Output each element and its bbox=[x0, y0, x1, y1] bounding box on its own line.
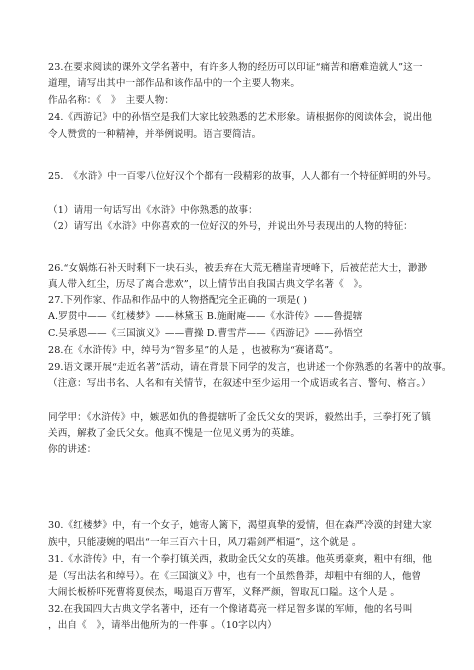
question-23-line-1: 23.在要求阅读的课外文学名著中，有许多人物的经历可以印证“痛苦和磨难造就人”这一 bbox=[48, 62, 423, 73]
question-24-line-1: 24.《西游记》中的孙悟空是我们大家比较熟悉的艺术形象。请根据你的阅读体会，说出他 bbox=[48, 112, 432, 123]
example-line-2: 关西，解救了金氏父女。他真不愧是一位见义勇为的英雄。 bbox=[48, 428, 301, 439]
question-26-line-1: 26.“女娲炼石补天时剩下一块石头，被丢弃在大荒无稽崖青埂峰下，后被茫茫大士，渺渺 bbox=[48, 263, 428, 274]
question-27-options-cd: C.吴承恩——《三国演义》——曹操 D.曹雪芹——《西游记》——孙悟空 bbox=[48, 328, 363, 339]
question-29-line-2: （注意：写出书名、人名和有关情节，在叙述中至少运用一个成语或名言、警句、格言。） bbox=[48, 378, 431, 389]
question-28-line: 28.在《水浒传》中，绰号为“智多星”的人是 ，也被称为“赛诸葛”。 bbox=[48, 345, 339, 356]
question-29-line-1: 29.语文课开展“走近名著”活动，请在背景下同学的发言，也讲述一个你熟悉的名著中的故事。 bbox=[48, 362, 452, 373]
question-27-line: 27.下列作家、作品和作品中的人物搭配完全正确的一项是( ) bbox=[48, 295, 308, 306]
your-narration-label: 你的讲述： bbox=[48, 444, 97, 455]
question-32-line-2: ，出自《 》，请举出他所为的一件事 。（10字以内） bbox=[48, 620, 277, 631]
example-line-1: 同学甲：《水浒传》中，嫉恶如仇的鲁提辖听了金氏父女的哭诉，毅然出手，三拳打死了镇 bbox=[48, 412, 431, 423]
question-32-line-1: 32.在我国四大古典文学名著中，还有一个像诸葛亮一样足智多谋的军师，他的名号叫 bbox=[48, 604, 413, 615]
question-25-line: 25. 《水浒》中一百零八位好汉个个都有一段精彩的故事，人人都有一个特征鲜明的外号。 bbox=[48, 171, 437, 182]
question-23-answer-line: 作品名称：《 》 主要人物： bbox=[48, 95, 175, 106]
question-31-line-3: 大闹长板桥吓死曹将夏侯杰，喝退百万曹军，义释严颜，智取瓦口隘。这个人是 。 bbox=[48, 587, 401, 598]
question-31-line-2: 是（写出法名和绰号）。在《三国演义》中，也有一个虽然鲁莽，却粗中有细的人，他曾 bbox=[48, 571, 422, 582]
question-31-line-1: 31.《水浒传》中，有一个拳打镇关西，救助金氏父女的英雄。他英勇豪爽，粗中有细，他 bbox=[48, 554, 432, 565]
question-26-line-2: 真人带入红尘，历尽了离合悲欢”，以上情节出自我国古典文学名著《 》。 bbox=[48, 279, 369, 290]
question-25-sub-1: （1）请用一句话写出《水浒》中你熟悉的故事： bbox=[48, 205, 258, 216]
question-23-line-2: 道理，请写出其中一部作品和该作品中的一个主要人物来。 bbox=[48, 78, 301, 89]
question-27-options-ab: A.罗贯中——《红楼梦》——林黛玉 B.施耐庵——《水浒传》——鲁提辖 bbox=[48, 311, 363, 322]
question-30-line-1: 30.《红楼梦》中，有一个女子，她寄人篱下，渴望真挚的爱情，但在森严冷漠的封建大家 bbox=[48, 520, 432, 531]
question-24-line-2: 令人赞赏的一种精神，并举例说明。语言要简洁。 bbox=[48, 129, 262, 140]
question-30-line-2: 族中，只能凄婉的唱出“一年三百六十日，风刀霜剑严相逼”，这个就是 。 bbox=[48, 537, 362, 548]
question-25-sub-2: （2）请写出《水浒》中你喜欢的一位好汉的外号，并说出外号表现出的人物的特征： bbox=[48, 221, 413, 232]
